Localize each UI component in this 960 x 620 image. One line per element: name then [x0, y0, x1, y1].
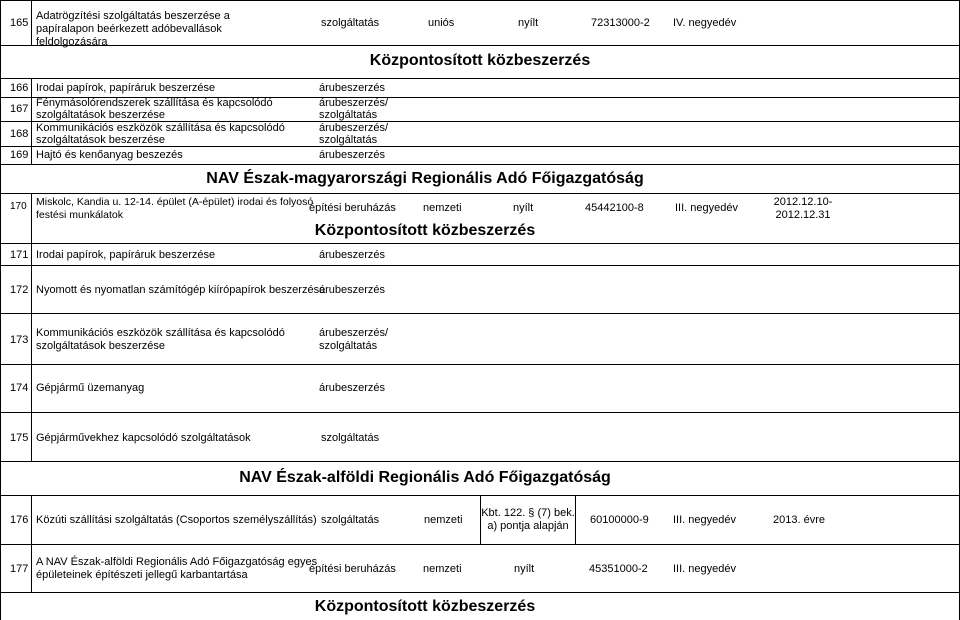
row-number: 172	[10, 284, 29, 296]
procurement-scope: nemzeti	[423, 202, 462, 214]
procedure-type: nyílt	[514, 563, 535, 575]
procurement-type: árubeszerzés	[319, 82, 386, 94]
row-number: 170	[10, 201, 27, 212]
cpv-code: 72313000-2	[591, 17, 650, 29]
row-number: 176	[10, 514, 29, 526]
cpv-code: 45351000-2	[589, 563, 648, 575]
quarter: III. negyedév	[673, 514, 736, 526]
procurement-type: szolgáltatás	[321, 17, 380, 29]
procurement-type: szolgáltatás	[321, 514, 380, 526]
row-description-line2: szolgáltatások beszerzése	[36, 134, 166, 146]
row-description-line1: Kommunikációs eszközök szállítása és kapcsolódó	[36, 327, 285, 339]
procurement-type: árubeszerzés	[319, 382, 386, 394]
section-heading-nav-eszak-magyarorszag: NAV Észak-magyarországi Regionális Adó Főigazgatóság	[206, 170, 644, 187]
row-description: Közúti szállítási szolgáltatás (Csoportos személyszállítás)	[36, 514, 317, 526]
quarter: IV. negyedév	[673, 17, 737, 29]
cpv-code: 45442100-8	[585, 202, 644, 214]
quarter: III. negyedév	[673, 563, 736, 575]
row-description-line2: épületeinek építészeti jellegű karbantartása	[36, 569, 248, 581]
row-number: 171	[10, 249, 29, 261]
row-number: 174	[10, 382, 29, 394]
row-description-line1: Fénymásolórendszerek szállítása és kapcsolódó	[36, 97, 273, 109]
procurement-scope: nemzeti	[423, 563, 462, 575]
row-number: 166	[10, 82, 29, 94]
row-number: 175	[10, 432, 29, 444]
row-number: 169	[10, 149, 29, 161]
procurement-type-line2: szolgáltatás	[319, 109, 378, 121]
procedure-type: nyílt	[513, 202, 534, 214]
procurement-type: árubeszerzés	[319, 249, 386, 261]
row-number: 167	[10, 103, 29, 115]
row-description-line2: szolgáltatások beszerzése	[36, 340, 166, 352]
row-description: Hajtó és kenőanyag beszezés	[36, 149, 183, 161]
row-number: 168	[10, 128, 29, 140]
row-description: Nyomott és nyomatlan számítógép kiírópapírok beszerzése	[36, 284, 326, 296]
row-description-line1: A NAV Észak-alföldi Regionális Adó Főigazgatóság egyes	[36, 556, 318, 568]
row-number: 165	[10, 17, 29, 29]
procurement-scope: uniós	[428, 17, 455, 29]
row-description-line2: szolgáltatások beszerzése	[36, 109, 166, 121]
procurement-type: építési beruházás	[309, 563, 396, 575]
row-number: 173	[10, 334, 29, 346]
section-heading-nav-eszak-alfold: NAV Észak-alföldi Regionális Adó Főigazgatóság	[239, 469, 611, 486]
row-description: Gépjármű üzemanyag	[36, 382, 145, 394]
procurement-scope: nemzeti	[424, 514, 463, 526]
procurement-type-line1: árubeszerzés/	[319, 122, 389, 134]
procurement-type: szolgáltatás	[321, 432, 380, 444]
row-description: Gépjárművekhez kapcsolódó szolgáltatások	[36, 432, 251, 444]
row-description-line1: Miskolc, Kandia u. 12-14. épület (A-épület) irodai és folyosó	[36, 196, 314, 208]
procurement-type-line2: szolgáltatás	[319, 134, 378, 146]
section-heading-central-2: Központosított közbeszerzés	[314, 222, 536, 239]
procurement-type: árubeszerzés	[319, 284, 386, 296]
procurement-type: árubeszerzés	[319, 149, 386, 161]
row-description: Adatrögzítési szolgáltatás beszerzése a papíralapon beérkezett adóbevallások feldolgozására	[36, 10, 230, 48]
row-description-line2: festési munkálatok	[36, 209, 123, 221]
procedure-line2: a) pontja alapján	[487, 520, 569, 532]
period: 2013. évre	[773, 514, 825, 526]
period-line1: 2012.12.10-	[773, 196, 833, 208]
procurement-type-line2: szolgáltatás	[319, 340, 378, 352]
row-number: 177	[10, 563, 29, 575]
cpv-code: 60100000-9	[590, 514, 649, 526]
procurement-type-line1: árubeszerzés/	[319, 327, 389, 339]
procurement-type-line1: árubeszerzés/	[319, 97, 389, 109]
period-line2: 2012.12.31	[775, 209, 831, 221]
row-description: Irodai papírok, papíráruk beszerzése	[36, 249, 216, 261]
section-heading-central-1: Központosított közbeszerzés	[369, 52, 591, 69]
row-description-line1: Kommunikációs eszközök szállítása és kapcsolódó	[36, 122, 285, 134]
procedure-type: nyílt	[518, 17, 539, 29]
procurement-type: építési beruházás	[309, 202, 396, 214]
row-description: Irodai papírok, papíráruk beszerzése	[36, 82, 216, 94]
procedure-line1: Kbt. 122. § (7) bek.	[481, 507, 575, 519]
quarter: III. negyedév	[675, 202, 738, 214]
section-heading-central-3: Központosított közbeszerzés	[314, 598, 536, 615]
